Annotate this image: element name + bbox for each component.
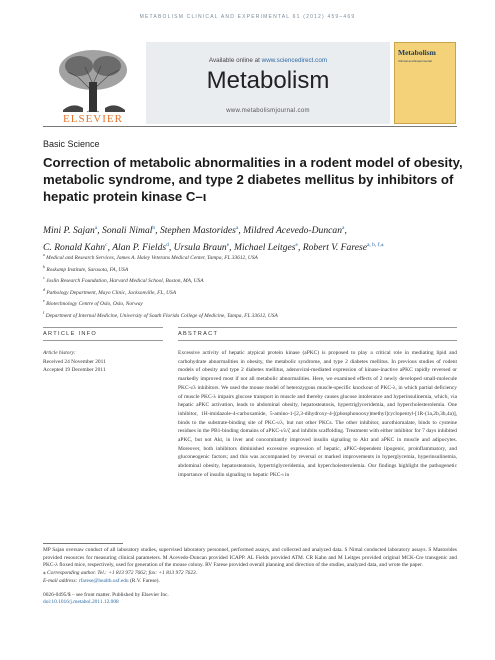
article-info-rule-lower <box>43 340 163 341</box>
affiliation-item <box>43 251 463 263</box>
article-history <box>43 349 168 375</box>
history-label: Article history: <box>43 350 76 356</box>
author-affiliation-marker: b <box>152 225 156 231</box>
author-separator: , <box>168 242 174 254</box>
publisher-wordmark: ELSEVIER <box>63 113 123 125</box>
cover-title: Metabolism <box>398 48 436 57</box>
abstract-rule-lower <box>178 340 457 341</box>
article-info-heading: ARTICLE INFO <box>43 331 98 337</box>
author-affiliation-marker: a <box>235 225 239 231</box>
author-separator: , <box>97 225 103 237</box>
journal-title: Metabolism <box>206 67 330 94</box>
author-name[interactable]: Sonali Nimal <box>102 225 153 237</box>
affiliation-key: b <box>43 263 45 269</box>
abstract-heading: ABSTRACT <box>178 331 219 337</box>
affiliation-key: c <box>43 275 45 281</box>
footnotes <box>43 547 457 607</box>
author-name[interactable]: Mini P. Sajan <box>43 225 95 237</box>
affiliation-key: f <box>43 309 45 315</box>
email-suffix: (R.V. Farese). <box>129 577 160 584</box>
affiliation-key: d <box>43 286 45 292</box>
affiliation-text: Department of Internal Medicine, University of South Florida College of Medicine, Tampa, FL 33612, USA <box>44 312 278 319</box>
author-affiliation-marker: e <box>295 242 298 249</box>
author-separator: , <box>155 225 160 237</box>
affiliation-item <box>43 263 463 275</box>
author-affiliation-marker: a <box>94 225 98 231</box>
affiliation-text: Joslin Research Foundation, Harvard Medical School, Boston, MA, USA <box>44 277 204 284</box>
section-label: Basic Science <box>43 139 100 149</box>
corresponding-author: ⁎ Corresponding author. Tel.: +1 813 972 7662; fax: +1 813 972 7623. <box>43 570 198 577</box>
sciencedirect-link[interactable]: www.sciencedirect.com <box>261 57 328 64</box>
author-separator: , <box>229 242 234 254</box>
author-separator: , <box>107 242 113 254</box>
affiliation-item <box>43 274 463 286</box>
author-contributions: MP Sajan oversaw conduct of all laboratory studies, supervised laboratory personnel, performed assays, and collected and analyzed data. S Nimal conducted laboratory assays. S Mastorides provided resources for measuring clinical parameters. M Acevedo-Duncan provided ICAPP. AL Fields provided ATM. CR Kahn and M Leitges provided original MCK-Cre transgenic and PKC-λ floxed mice, respectively, used for generation of the mouse colony. RV Farese provided overall planning and direction of the studies, analyzed data, and wrote the paper. <box>43 547 457 569</box>
abstract-text: Excessive activity of hepatic atypical protein kinase (aPKC) is proposed to play a critical role in mediating lipid and carbohydrate abnormalities in obesity, the metabolic syndrome, and type 2 diabetes mellitus. In previous studies of rodent models of obesity and type 2 diabetes mellitus, adenoviral-mediated expression of kinase-inactive aPKC rapidly reversed or markedly improved most if not all metabolic abnormalities. Here, we examined effects of 2 newly developed small-molecule PKC-ι/λ inhibitors. We used the mouse model of heterozygous muscle-specific knockout of PKC-λ, in which partial deficiency of muscle PKC-λ impairs glucose transport in muscle and thereby causes glucose intolerance and hyperinsulinemia, which, via hepatic aPKC activation, leads to abdominal obesity, hepatosteatosis, hypertriglyceridemia, and hypercholesterolemia. One inhibitor, 1H-imidazole-4-carboxamide, 5-amino-1-[2,3-dihydroxy-4-[(phosphonooxy)methyl]cyclopentyl-[1R-(1a,2b,3b,4a)], binds to the substrate-binding site of PKC-ι/λ, but not other PKCs. The other inhibitor, aurothiomalate, binds to cysteine residues in the PB1-binding domains of aPKC-ι/λ/ζ and inhibits scaffolding. Treatment with either inhibitor for 7 days inhibited aPKC, but not Akt, in liver and concomitantly improved insulin signaling to Akt and aPKC in muscle and adipocytes. Moreover, both inhibitors diminished excessive expression of hepatic, aPKC-dependent lipogenic, proinflammatory, and gluconeogenic factors; and this was accompanied by reversal or marked improvements in hyperglycemia, hyperinsulinemia, abdominal obesity, hepatosteatosis, hypertriglyceridemia, and hypercholesterolemia. Our findings highlight the pathogenetic importance of insulin signaling to hepatic PKC-ι in <box>178 350 457 478</box>
footnote-divider <box>43 543 123 544</box>
affiliation-list <box>43 251 463 321</box>
author-name[interactable]: Michael Leitges <box>233 242 296 254</box>
author-separator: , <box>238 225 244 237</box>
author-affiliation-marker: d <box>166 242 169 249</box>
article-info-rule <box>43 327 163 328</box>
abstract-rule <box>178 327 457 328</box>
author-name[interactable]: Alan P. Fields <box>112 242 167 254</box>
author-name[interactable]: Stephen Mastorides <box>159 225 236 237</box>
available-online-line <box>146 57 390 64</box>
affiliation-item <box>43 297 463 309</box>
received-date: Received 24 November 2011 <box>43 358 106 365</box>
email-line <box>43 578 457 586</box>
affiliation-item <box>43 286 463 298</box>
author-name[interactable]: Robert V. Farese <box>302 242 367 254</box>
article-title: Correction of metabolic abnormalities in a rodent model of obesity, metabolic syndrome, and type 2 diabetes mellitus by inhibitors of hepatic protein kinase C–ι <box>43 155 463 204</box>
accepted-date: Accepted 19 December 2011 <box>43 367 106 374</box>
author-separator: , <box>344 225 347 237</box>
author-separator: , <box>297 242 303 254</box>
affiliation-text: Medical and Research Services, James A. Haley Veterans Medical Center, Tampa, FL 33612, USA <box>44 254 258 261</box>
copyright-line: 0026-0495/$ – see front matter. Published by Elsevier Inc. <box>43 591 169 598</box>
affiliation-text: Biotechnology Centre of Oslo, Oslo, Norway <box>44 301 143 308</box>
author-affiliation-marker: a, b, f,⁎ <box>366 242 384 249</box>
cover-subtitle: Clinical and Experimental <box>398 59 432 63</box>
author-affiliation-marker: a <box>342 225 345 231</box>
affiliation-text: Roskamp Institute, Sarasota, FA, USA <box>45 266 129 273</box>
journal-citation-line: METABOLISM CLINICAL AND EXPERIMENTAL 61 (2012) 459–469 <box>139 14 356 20</box>
affiliation-item <box>43 309 463 321</box>
affiliation-key: e <box>43 298 45 304</box>
email-label: E-mail address: <box>43 577 78 584</box>
email-link[interactable]: rfarese@health.usf.edu <box>78 577 129 584</box>
journal-homepage-link[interactable]: www.metabolismjournal.com <box>226 108 310 114</box>
available-prefix: Available online at <box>208 57 260 64</box>
author-name[interactable]: C. Ronald Kahn <box>43 242 106 254</box>
affiliation-key: a <box>43 252 45 257</box>
author-affiliation-marker: c <box>105 242 108 249</box>
header-divider <box>43 126 457 127</box>
author-name[interactable]: Ursula Braun <box>173 242 227 254</box>
affiliation-text: Pathology Department, Mayo Clinic, Jacksonville, FL, USA <box>45 289 176 296</box>
author-affiliation-marker: e <box>226 242 230 249</box>
author-name[interactable]: Mildred Acevedo-Duncan <box>243 225 343 237</box>
doi-link[interactable]: doi:10.1016/j.metabol.2011.12.008 <box>43 599 119 606</box>
